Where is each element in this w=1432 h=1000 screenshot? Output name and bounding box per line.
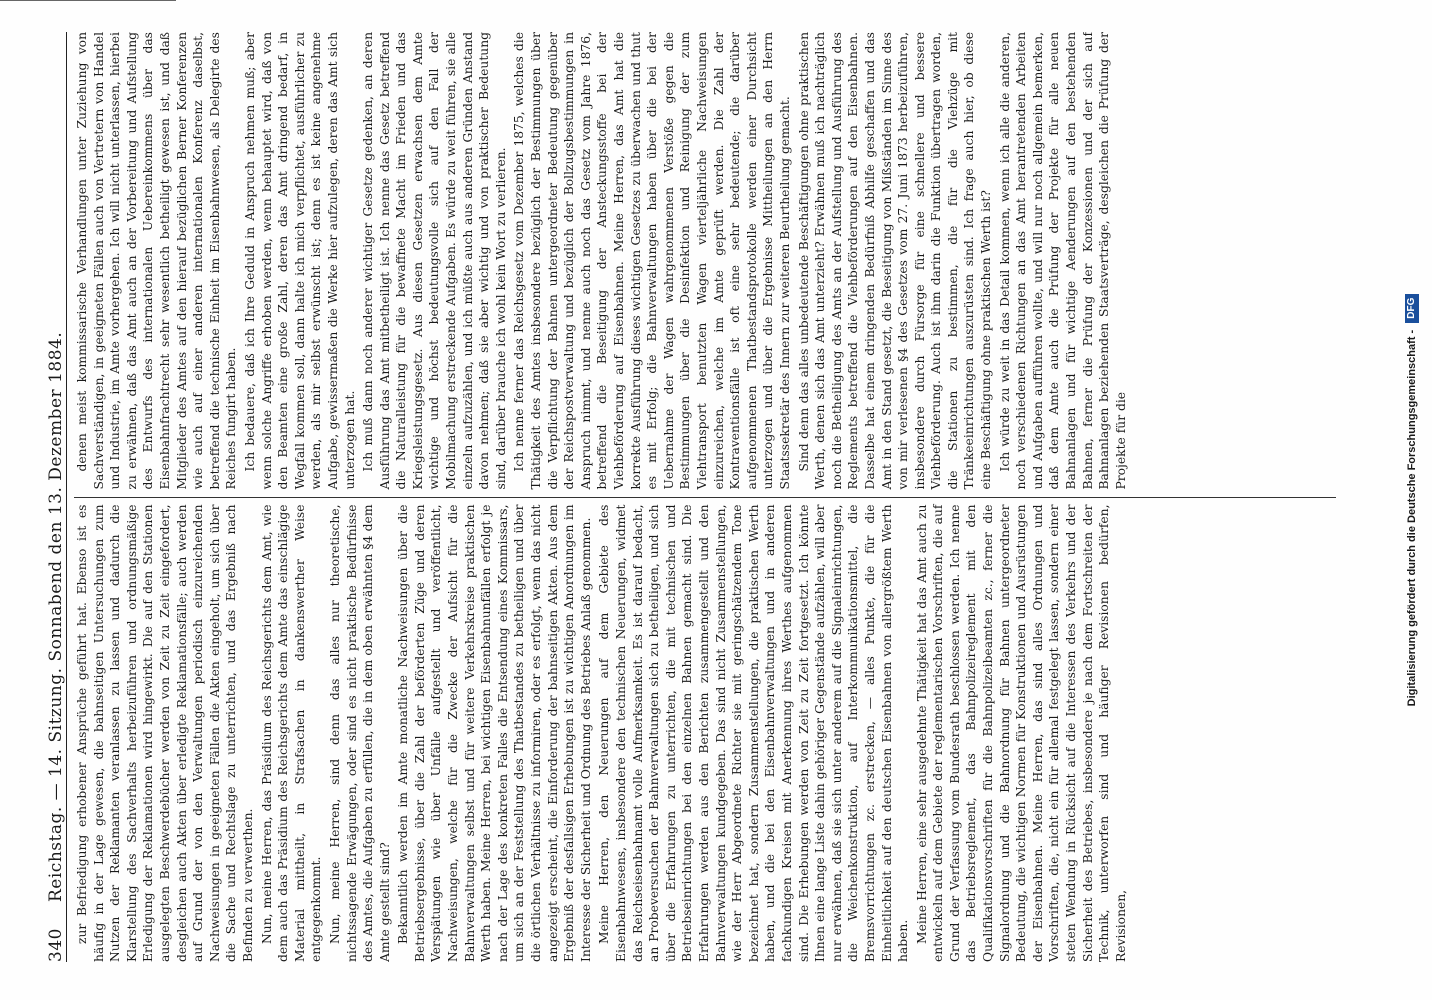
text-columns <box>74 32 1336 962</box>
paragraph: Ich nenne ferner das Reichsgesetz vom Dezember 1875, welches die Thätigkeit des Amtes insbesondere bezüglich der Bestimmungen über die Verpflichtung der Bahnen untergeordneter Bedeutung gegenüber der Reichspostverwaltung und bezüglich der Bollzugsbestimmungen in Anspruch nimmt, und nenne auch noch das Gesetz vom Jahre 1876, betreffend die Beseitigung der Ansteckungsstoffe bei der Viehbeförderung auf Eisenbahnen. Meine Herren, das Amt hat die korrekte Ausführung dieses wichtigen Gesetzes zu überwachen und thut es mit Erfolg; die Bahnverwaltungen haben über die bei der Uebernahme der Wagen wahrgenommenen Verstöße gegen die Bestimmungen über die Desinfektion und Reinigung der zum Viehtransport benutzten Wagen vierteljährliche Nachweisungen einzureichen, welche im Amte geprüft werden. Die Zahl der Kontraventionsfälle ist oft eine sehr bedeutende; die darüber aufgenommenen Thatbestandsprotokolle werden einer Durchsicht unterzogen und über die Ergebnisse Mittheilungen an den Herrn Staatssekretär des Innern zur weiteren Beurtheilung gemacht. <box>512 32 792 490</box>
credit-text: Digitalisierung gefördert durch die Deutsche Forschungsgemeinschaft - <box>1406 329 1418 707</box>
paragraph: Sind denn das alles unbedeutende Beschäftigungen ohne praktischen Werth, denen sich das Amt unterzieht? Erwähnen muß ich nachträglich noch die Betheiligung des Amts an der Aufstellung und Ausführung des Reglements betreffend die Viehbeförderungen auf den Eisenbahnen. Dasselbe hat einem dringenden Bedürfniß Abhilfe geschaffen und das Amt in den Stand gesetzt, die Beseitigung von Mißständen im Sinne des von mir verlesenen §4 des Gesetzes vom 27. Juni 1873 herbeizuführen, insbesondere durch Fürsorge für eine schnellere und bessere Viehbeförderung. Auch ist ihm darin die Funktion übertragen worden, die Stationen zu bestimmen, die für die Viehzüge mit Tränkeeinrichtungen auszurüsten sind. Ich frage auch hier, ob diese eine Beschäftigung ohne praktischen Werth ist? <box>796 32 994 490</box>
paragraph: Ich würde zu weit in das Detail kommen, wenn ich alle die anderen, noch verschiedenen Richtungen an das Amt herantretenden Arbeiten und Aufgaben aufführen wollte, und will nur noch allgemein bemerken, daß dem Amte auch die Prüfung der Projekte für alle neuen Bahnanlagen und für wichtige Aenderungen auf den bestehenden Bahnen, ferner die Prüfung der Konzessionen und der sich auf Bahnanlagen beziehenden Staatsverträge, desgleichen die Prüfung der Projekte für die <box>997 32 1128 490</box>
left-column <box>74 498 1336 963</box>
running-title: Reichstag. — 14. Sitzung. Sonnabend den 13. Dezember 1884. <box>46 331 66 902</box>
digitization-credit <box>1397 2 1427 998</box>
paragraph: Ich bedauere, daß ich Ihre Geduld in Anspruch nehmen muß; aber wenn solche Angriffe erhoben werden, wenn behauptet wird, daß von den Beamten eine große Zahl, deren das Amt dringend bedarf, in Wegfall kommen soll, dann halte ich mich verpflichtet, ausführlicher zu werden, als mir selbst erwünscht ist; denn es ist keine angenehme Aufgabe, gewissermaßen die Werke hier aufzulegen, deren das Amt sich unterzogen hat. <box>242 32 357 490</box>
page-number: 340 <box>46 928 66 962</box>
paragraph: Nun, meine Herren, das Präsidium des Reichsgerichts dem Amt, wie dem auch das Präsidium des Reichsgerichts dem Amte das einschlägige Material mittheilt, in Strafsachen in dankenswerther Weise entgegenkommt. <box>259 504 324 962</box>
paragraph: Meine Herren, den Neuerungen auf dem Gebiete des Eisenbahnwesens, insbesondere den technischen Neuerungen, widmet das Reichseisenbahnamt volle Aufmerksamkeit. Es ist darauf bedacht, an Probeversuchen der Bahnverwaltungen sich zu betheiligen, und sich über die Erfahrungen zu unterrichten, die mit technischen und Betriebseinrichtungen bei den einzelnen Bahnen gemacht sind. Die Erfahrungen werden aus den Berichten zusammengestellt und den Bahnverwaltungen kundgegeben. Das sind nicht Zusammenstellungen, wie der Herr Abgeordnete Richter sie mit geringschätzendem Tone bezeichnet hat, sondern Zusammenstellungen, die praktischen Werth haben, und die bei den Eisenbahnverwaltungen und in anderen fachkundigen Kreisen mit Anerkennung ihres Werthes aufgenommen sind. Die Erhebungen werden von Zeit zu Zeit fortgesetzt. Ich könnte Ihnen eine lange Liste dahin gehöriger Gegenstände aufzählen, will aber nur erwähnen, daß sie sich unter anderem auf die Signaleinrichtungen, die Weichenkonstruktion, auf Interkommunikationsmittel, die Bremsvorrichtungen zc. erstrecken, — alles Punkte, die für die Einheitlichkeit auf den deutschen Eisenbahnen von allergrößtem Werth haben. <box>597 504 911 962</box>
top-edge-rule <box>0 0 176 1</box>
paragraph: denen meist kommissarische Verhandlungen unter Zuziehung von Sachverständigen, in geeigneten Fällen auch von Vertretern von Handel und Industrie, im Amte vorhergehen. Ich will nicht unterlassen, hierbei zu erwähnen, daß das Amt auch an der Vorbereitung und Aufstellung des Entwurfs des internationalen Uebereinkommens über das Eisenbahnfrachtrecht sehr wesentlich betheiligt gewesen ist, und daß Mitglieder des Amtes auf den hierauf bezüglichen Berner Konferenzen wie auch auf einer anderen internationalen Konferenz daselbst, betreffend die technische Einheit im Eisenbahnwesen, als Delegirte des Reiches fungirt haben. <box>75 32 239 490</box>
paragraph: zur Befriedigung erhobener Ansprüche geführt hat. Ebenso ist es häufig in der Lage gewesen, die bahnseitigen Untersuchungen zum Nutzen der Reklamanten veranlassen zu lassen und dadurch die Klarstellung des Sachverhalts herbeizuführen und ordnungsmäßige Erledigung der Reklamationen wird hingewirkt. Die auf den Stationen ausgelegten Beschwerdebücher werden von Zeit zu Zeit eingefordert, desgleichen auch Akten über erledigte Reklamationsfälle; auch werden auf Grund der von den Verwaltungen periodisch einzureichenden Nachweisungen in geeigneten Fällen die Akten eingeholt, um sich über die Sache und Rechtslage zu unterrichten, und das Ergebniß nach Befinden zu verwerthen. <box>75 504 255 962</box>
paragraph: Meine Herren, eine sehr ausgedehnte Thätigkeit hat das Amt auch zu entwickeln auf dem Gebiete der reglementarischen Vorschriften, die auf Grund der Verfassung vom Bundesrath beschlossen werden. Ich nenne das Betriebsreglement, das Bahnpolizeireglement mit den Qualifikationsvorschriften für die Bahnpolizeibeamten zc., ferner die Signalordnung und die Bahnordnung für Bahnen untergeordneter Bedeutung, die wichtigen Normen für Konstruktionen und Ausrüstungen der Eisenbahnen. Meine Herren, das sind alles Ordnungen und Vorschriften, die, nicht ein für allemal festgelegt lassen, sondern einer steten Wendung in Rücksicht auf die Interessen des Verkehrs und der Sicherheit des Betriebes, insbesondere je nach dem Fortschreiten der Technik, unterworfen sind und häufiger Revisionen bedürfen, Revisionen, <box>914 504 1128 962</box>
paragraph: Bekanntlich werden im Amte monatliche Nachweisungen über die Betriebsergebnisse, über die Zahl der beförderten Züge und deren Verspätungen wie über Unfälle aufgestellt und veröffentlicht, Nachweisungen, welche für die Zwecke der Aufsicht für die Bahnverwaltungen selbst und für weitere Verkehrskreise praktischen Werth haben. Meine Herren, bei wichtigen Eisenbahnunfällen erfolgt je nach der Lage des konkreten Falles die Entsendung eines Kommissars, um sich an der Feststellung des Thatbestandes zu betheiligen und über die örtlichen Verhältnisse zu informiren, oder es erfolgt, wenn das nicht angezeigt erscheint, die Einforderung der bahnseitigen Akten. Aus dem Ergebniß der desfallsigen Erhebungen ist zu wichtigen Anordnungen im Interesse der Sicherheit und Ordnung des Betriebes Anlaß genommen. <box>396 504 593 962</box>
paragraph: Nun, meine Herren, sind denn das alles nur theoretische, nichtssagende Erwägungen, oder sind es nicht praktische Bedürfnisse des Amtes, die Aufgaben zu erfüllen, die in dem oben erwähnten §4 dem Amte gestellt sind? <box>327 504 392 962</box>
paragraph: Ich muß dann noch anderer wichtiger Gesetze gedenken, an deren Ausführung das Amt mitbetheiligt ist. Ich nenne das Gesetz betreffend die Naturalleistung für die bewaffnete Macht im Frieden und das Kriegsleistungsgesetz. Aus diesen Gesetzen erwachsen dem Amte wichtige und höchst bedeutungsvolle sich auf den Fall der Mobilmachung erstreckende Aufgaben. Es würde zu weit führen, sie alle einzeln aufzuzählen, und ich müßte auch aus anderen Gründen Anstand davon nehmen; daß sie aber wichtig und von praktischer Bedeutung sind, darüber brauche ich wohl kein Wort zu verlieren. <box>361 32 508 490</box>
right-column <box>74 32 1336 498</box>
rotated-document <box>40 32 1410 962</box>
page-header <box>40 32 67 962</box>
dfg-logo: DFG <box>1405 294 1419 323</box>
credit-line <box>1397 2 1427 998</box>
